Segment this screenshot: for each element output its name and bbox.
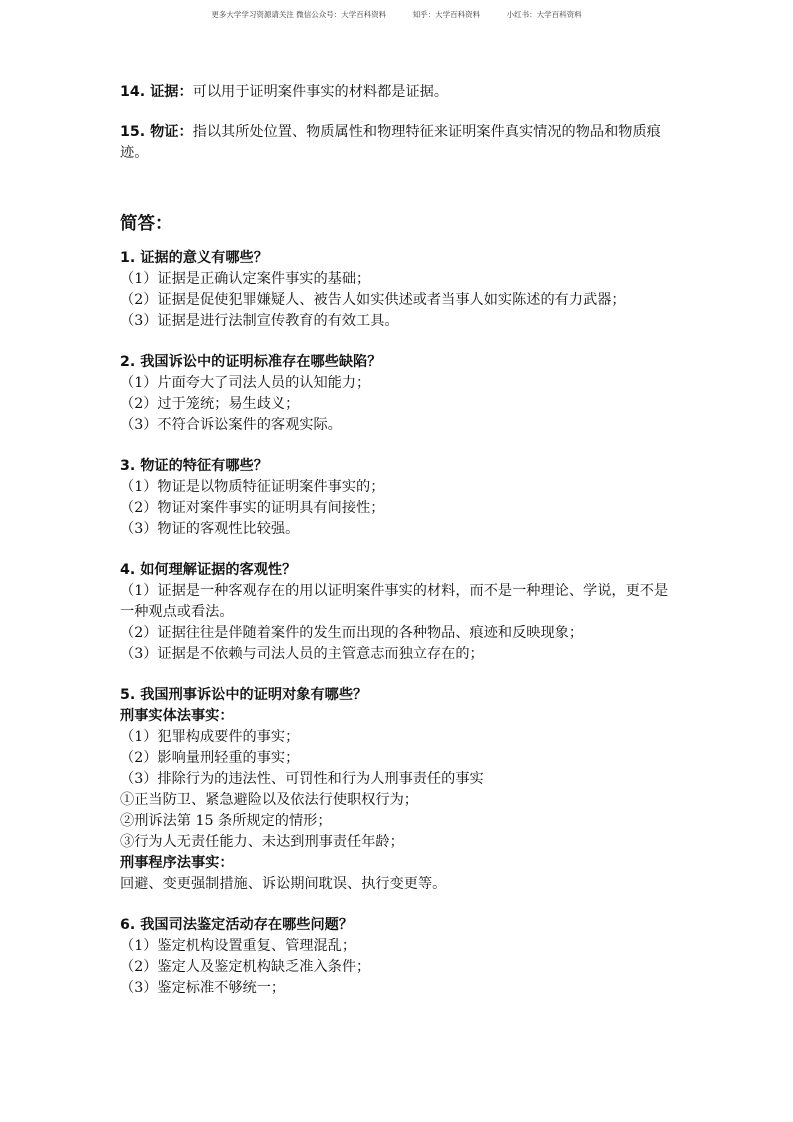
answer-item: （3）证据是不依赖与司法人员的主管意志而独立存在的； bbox=[120, 646, 484, 662]
question-title: 4. 如何理解证据的客观性？ bbox=[120, 562, 297, 578]
definition-text: 指以其所处位置、物质属性和物理特征来证明案件真实情况的物品和物质痕迹。 bbox=[120, 124, 661, 161]
answer-item: （1）鉴定机构设置重复、管理混乱； bbox=[120, 938, 357, 954]
answer-item: （2）证据往往是伴随着案件的发生而出现的各种物品、痕迹和反映现象； bbox=[120, 625, 584, 641]
answer-item: （2）物证对案件事实的证明具有间接性； bbox=[120, 500, 385, 516]
answer-item: ①正当防卫、紧急避险以及依法行使职权行为； bbox=[120, 792, 418, 808]
document-body bbox=[120, 82, 680, 999]
question-title: 6. 我国司法鉴定活动存在哪些问题？ bbox=[120, 917, 354, 933]
section-title: 简答： bbox=[120, 214, 173, 234]
definition-14 bbox=[120, 82, 680, 103]
answer-item: （3）鉴定标准不够统一； bbox=[120, 980, 286, 996]
definition-15 bbox=[120, 122, 680, 164]
header-wechat-text: 更多大学学习资源请关注 微信公众号：大学百科资料 bbox=[211, 10, 387, 19]
answer-item: （2）影响量刑轻重的事实； bbox=[120, 750, 300, 766]
answer-item: ③行为人无责任能力、未达到刑事责任年龄； bbox=[120, 834, 404, 850]
answer-item: （1）犯罪构成要件的事实； bbox=[120, 729, 300, 745]
answer-item: （3）证据是进行法制宣传教育的有效工具。 bbox=[120, 313, 399, 329]
subheading: 刑事程序法事实： bbox=[120, 855, 234, 871]
answer-item: （1）物证是以物质特征证明案件事实的； bbox=[120, 479, 385, 495]
definition-term: 15. 物证： bbox=[120, 124, 193, 140]
subheading: 刑事实体法事实： bbox=[120, 708, 234, 724]
question-title: 5. 我国刑事诉讼中的证明对象有哪些？ bbox=[120, 687, 368, 703]
page-header bbox=[0, 9, 793, 20]
question-title: 2. 我国诉讼中的证明标准存在哪些缺陷？ bbox=[120, 354, 382, 370]
answer-item: ②刑诉法第 15 条所规定的情形； bbox=[120, 813, 332, 829]
answer-item: （1）片面夸大了司法人员的认知能力； bbox=[120, 375, 371, 391]
question-title: 1. 证据的意义有哪些？ bbox=[120, 250, 268, 266]
answer-item: （3）不符合诉讼案件的客观实际。 bbox=[120, 417, 342, 433]
answer-item: （3）排除行为的违法性、可罚性和行为人刑事责任的事实 bbox=[120, 771, 484, 787]
answer-item: （1）证据是正确认定案件事实的基础； bbox=[120, 271, 371, 287]
answer-item: （2）证据是促使犯罪嫌疑人、被告人如实供述或者当事人如实陈述的有力武器； bbox=[120, 292, 626, 308]
question-title: 3. 物证的特征有哪些？ bbox=[120, 458, 268, 474]
definition-term: 14. 证据： bbox=[120, 84, 193, 100]
answer-item: （2）鉴定人及鉴定机构缺乏准入条件； bbox=[120, 959, 371, 975]
header-xiaohongshu-text: 小红书：大学百科资料 bbox=[506, 10, 582, 19]
answer-item: （1）证据是一种客观存在的用以证明案件事实的材料，而不是一种理论、学说，更不是一种观点或看法。 bbox=[120, 583, 669, 620]
header-zhihu-text: 知乎：大学百科资料 bbox=[412, 10, 481, 19]
answer-item: （2）过于笼统；易生歧义； bbox=[120, 396, 300, 412]
definition-text: 可以用于证明案件事实的材料都是证据。 bbox=[192, 84, 449, 100]
answer-text: 回避、变更强制措施、诉讼期间耽误、执行变更等。 bbox=[120, 876, 447, 892]
answer-item: （3）物证的客观性比较强。 bbox=[120, 521, 300, 537]
spacer bbox=[120, 103, 680, 122]
